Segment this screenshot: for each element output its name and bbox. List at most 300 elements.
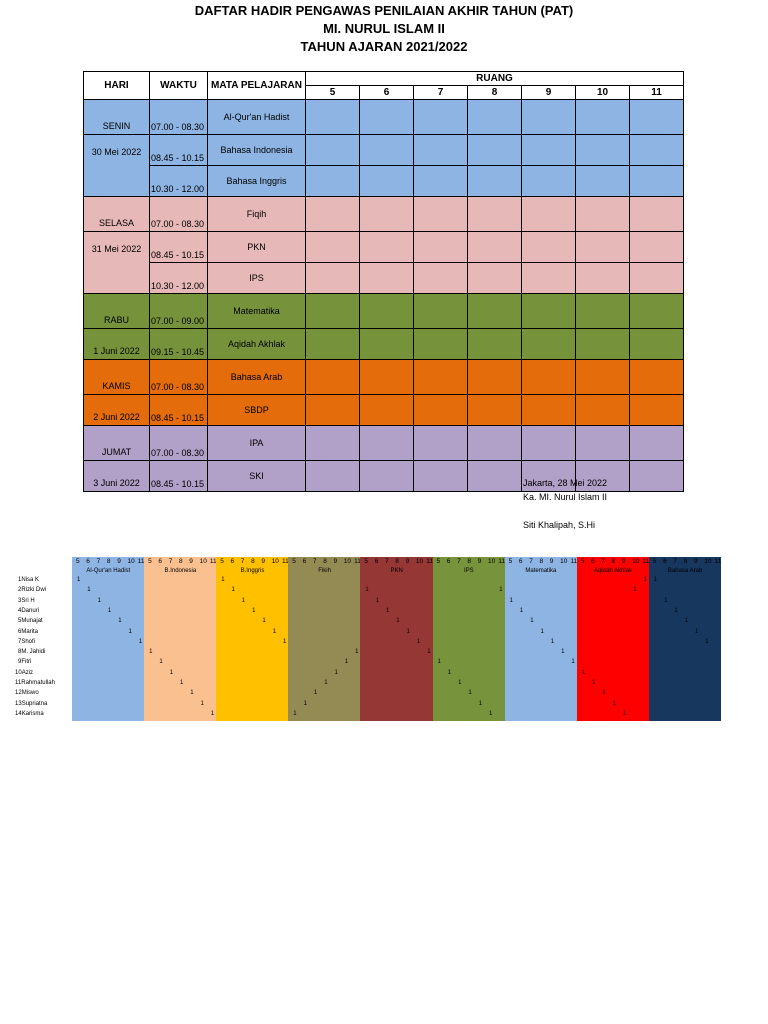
room-header-11: 11	[630, 86, 684, 100]
day-date: 2 Juni 2022	[84, 395, 150, 426]
room-number: 10	[488, 558, 496, 565]
room-5-cell[interactable]	[306, 395, 360, 426]
room-10-cell[interactable]	[576, 426, 630, 461]
subject-block	[577, 557, 650, 721]
room-number: 11	[570, 558, 578, 565]
supervisor-number: 8	[18, 649, 22, 656]
assignment-mark: 1	[664, 597, 668, 604]
assignment-mark: 1	[303, 700, 307, 707]
room-number: 10	[271, 558, 279, 565]
room-number: 7	[601, 558, 605, 565]
session-time: 07.00 - 08.30	[150, 100, 208, 135]
room-number: 10	[704, 558, 712, 565]
supervisor-number: 4	[18, 607, 22, 614]
room-number: 5	[292, 558, 296, 565]
session-subject: Aqidah Akhlak	[208, 329, 306, 360]
day-date: 30 Mei 2022	[84, 135, 150, 197]
signature-role: Ka. MI. Nurul Islam II	[523, 492, 608, 502]
room-9-cell[interactable]	[522, 166, 576, 197]
assignment-mark: 1	[427, 649, 431, 656]
document-title: DAFTAR HADIR PENGAWAS PENILAIAN AKHIR TAHUN (PAT)	[194, 3, 574, 18]
session-time: 08.45 - 10.15	[150, 232, 208, 263]
assignment-mark: 1	[519, 607, 524, 614]
room-number: 5	[148, 558, 152, 565]
room-9-cell[interactable]	[522, 329, 576, 360]
room-7-cell[interactable]	[414, 294, 468, 329]
supervisor-number: 5	[18, 618, 22, 625]
room-number: 7	[240, 558, 245, 565]
room-7-cell[interactable]	[414, 426, 468, 461]
room-number: 9	[117, 558, 121, 565]
schedule-row	[84, 263, 684, 294]
room-number: 5	[652, 558, 657, 565]
assignment-mark: 1	[581, 669, 586, 676]
room-header-5: 5	[306, 86, 360, 100]
room-header-10: 10	[576, 86, 630, 100]
assignment-mark: 1	[591, 680, 596, 686]
room-11-cell[interactable]	[630, 329, 684, 360]
supervisor-row	[18, 629, 38, 635]
room-10-cell[interactable]	[576, 329, 630, 360]
room-9-cell[interactable]	[522, 135, 576, 166]
subject-label: Aqidah Akhlak	[593, 568, 632, 574]
assignment-mark: 1	[406, 628, 410, 635]
room-5-cell[interactable]	[306, 263, 360, 294]
room-5-cell[interactable]	[306, 360, 360, 395]
room-header-7: 7	[414, 86, 468, 100]
room-6-cell[interactable]	[360, 329, 414, 360]
session-subject: Matematika	[208, 294, 306, 329]
room-number: 6	[446, 558, 451, 565]
session-subject: Fiqih	[208, 197, 306, 232]
room-10-cell[interactable]	[576, 263, 630, 294]
room-6-cell[interactable]	[360, 426, 414, 461]
supervisor-number: 7	[18, 638, 22, 645]
room-11-cell[interactable]	[630, 426, 684, 461]
room-number: 11	[642, 558, 650, 565]
schedule-row	[84, 360, 684, 395]
supervisor-name: Rahmatullah	[21, 680, 55, 686]
room-9-cell[interactable]	[522, 100, 576, 135]
room-11-cell[interactable]	[630, 294, 684, 329]
room-number: 11	[354, 558, 361, 565]
room-number: 8	[539, 558, 544, 565]
assignment-mark: 1	[509, 597, 513, 604]
room-8-cell[interactable]	[468, 232, 522, 263]
room-number: 10	[343, 558, 352, 565]
room-number: 6	[590, 558, 595, 565]
room-7-cell[interactable]	[414, 395, 468, 426]
session-time: 08.45 - 10.15	[150, 395, 208, 426]
assignment-mark: 1	[355, 649, 359, 656]
room-number: 6	[230, 558, 235, 565]
supervisor-row	[18, 618, 43, 624]
supervisor-name: M. Jahidi	[21, 649, 46, 656]
header-ruang: RUANG	[306, 72, 684, 86]
room-number: 8	[251, 558, 255, 565]
session-time: 08.45 - 10.15	[150, 461, 208, 492]
room-6-cell[interactable]	[360, 360, 414, 395]
supervisor-number: 11	[15, 680, 22, 686]
subject-label: Matematika	[525, 568, 557, 574]
room-5-cell[interactable]	[306, 294, 360, 329]
room-8-cell[interactable]	[468, 166, 522, 197]
assignment-mark: 1	[128, 628, 132, 635]
session-time: 07.00 - 08.30	[150, 426, 208, 461]
room-number: 9	[333, 558, 338, 565]
supervisor-name: Rizki Dwi	[21, 587, 47, 594]
room-11-cell[interactable]	[630, 360, 684, 395]
session-time: 07.00 - 08.30	[150, 197, 208, 232]
schedule-row	[84, 166, 684, 197]
room-number: 7	[168, 558, 173, 565]
assignment-mark: 1	[561, 649, 565, 656]
room-number: 11	[137, 558, 145, 565]
room-number: 11	[498, 558, 506, 565]
room-6-cell[interactable]	[360, 166, 414, 197]
supervisor-name: Supriatna	[21, 700, 48, 707]
assignment-mark: 1	[118, 618, 122, 625]
room-5-cell[interactable]	[306, 135, 360, 166]
room-number: 8	[611, 558, 616, 565]
assignment-mark: 1	[447, 669, 452, 676]
room-number: 11	[714, 558, 722, 565]
room-number: 9	[549, 558, 554, 565]
assignment-mark: 1	[282, 638, 287, 645]
academic-year: TAHUN AJARAN 2021/2022	[300, 39, 468, 54]
supervisor-name: Danuri	[21, 607, 40, 614]
supervisor-row	[18, 639, 35, 645]
room-number: 9	[405, 558, 410, 565]
room-7-cell[interactable]	[414, 329, 468, 360]
room-9-cell[interactable]	[522, 294, 576, 329]
supervisor-row	[18, 598, 35, 604]
supervisor-name: Karisma	[21, 710, 44, 717]
day-date: 3 Juni 2022	[84, 461, 150, 492]
supervisor-number: 1	[18, 577, 22, 583]
room-number: 8	[683, 558, 688, 565]
room-8-cell[interactable]	[468, 197, 522, 232]
assignment-mark: 1	[684, 618, 689, 625]
subject-block	[144, 557, 217, 721]
day-date: 1 Juni 2022	[84, 329, 150, 360]
subject-label: B.Inggris	[240, 568, 265, 574]
assignment-mark: 1	[437, 659, 441, 666]
room-7-cell[interactable]	[414, 360, 468, 395]
assignment-mark: 1	[416, 638, 421, 645]
schedule-row	[84, 426, 684, 461]
room-10-cell[interactable]	[576, 395, 630, 426]
supervisor-name: Nisa K	[21, 577, 40, 583]
room-number: 7	[384, 558, 389, 565]
room-5-cell[interactable]	[306, 166, 360, 197]
room-7-cell[interactable]	[414, 100, 468, 135]
subject-label: B.Indonesia	[164, 568, 197, 574]
room-number: 6	[374, 558, 379, 565]
supervisor-name: Munajat	[21, 618, 43, 625]
assignment-mark: 1	[159, 659, 163, 666]
room-9-cell[interactable]	[522, 426, 576, 461]
assignment-mark: 1	[210, 710, 215, 717]
room-number: 7	[457, 558, 461, 565]
day-name: RABU	[84, 294, 150, 329]
assignment-mark: 1	[633, 587, 637, 594]
room-6-cell[interactable]	[360, 461, 414, 492]
session-subject: SBDP	[208, 395, 306, 426]
supervisor-name: Fitri	[21, 659, 32, 666]
room-8-cell[interactable]	[468, 426, 522, 461]
assignment-mark: 1	[375, 597, 380, 604]
room-6-cell[interactable]	[360, 263, 414, 294]
session-subject: SKI	[208, 461, 306, 492]
subject-label: IPS	[463, 568, 474, 574]
assignment-mark: 1	[643, 577, 647, 583]
room-6-cell[interactable]	[360, 294, 414, 329]
room-8-cell[interactable]	[468, 294, 522, 329]
room-10-cell[interactable]	[576, 294, 630, 329]
assignment-mark: 1	[293, 710, 297, 717]
assignment-mark: 1	[530, 618, 534, 625]
assignment-mark: 1	[385, 607, 390, 614]
room-number: 9	[693, 558, 698, 565]
room-5-cell[interactable]	[306, 426, 360, 461]
assignment-mark: 1	[540, 628, 544, 635]
room-10-cell[interactable]	[576, 100, 630, 135]
room-6-cell[interactable]	[360, 232, 414, 263]
assignment-mark: 1	[313, 690, 318, 697]
room-5-cell[interactable]	[306, 197, 360, 232]
room-11-cell[interactable]	[630, 263, 684, 294]
subject-label: Fikih	[318, 568, 331, 574]
schedule-table	[83, 71, 684, 492]
room-8-cell[interactable]	[468, 360, 522, 395]
session-subject: Bahasa Indonesia	[208, 135, 306, 166]
assignment-mark: 1	[241, 597, 246, 604]
assignment-mark: 1	[396, 618, 400, 625]
room-11-cell[interactable]	[630, 461, 684, 492]
room-7-cell[interactable]	[414, 135, 468, 166]
supervisor-number: 2	[18, 587, 22, 594]
room-7-cell[interactable]	[414, 232, 468, 263]
assignment-mark: 1	[77, 577, 81, 583]
room-9-cell[interactable]	[522, 232, 576, 263]
assignment-mark: 1	[334, 669, 338, 676]
assignment-mark: 1	[571, 659, 575, 666]
room-7-cell[interactable]	[414, 166, 468, 197]
assignment-mark: 1	[200, 700, 204, 707]
schedule-row	[84, 100, 684, 135]
assignment-mark: 1	[324, 680, 328, 686]
schedule-row	[84, 232, 684, 263]
signature-name: Siti Khalipah, S.Hi	[523, 520, 596, 530]
room-number: 6	[302, 558, 307, 565]
assignment-mark: 1	[344, 659, 349, 666]
schedule-row	[84, 329, 684, 360]
room-7-cell[interactable]	[414, 197, 468, 232]
supervisor-row	[15, 670, 33, 676]
session-subject: IPA	[208, 426, 306, 461]
room-8-cell[interactable]	[468, 100, 522, 135]
room-number: 10	[127, 558, 135, 565]
supervisor-number: 9	[18, 659, 22, 666]
day-date: 31 Mei 2022	[84, 232, 150, 294]
room-header-9: 9	[522, 86, 576, 100]
assignment-mark: 1	[550, 638, 555, 645]
room-number: 8	[395, 558, 399, 565]
subject-block	[649, 557, 722, 721]
room-9-cell[interactable]	[522, 197, 576, 232]
room-5-cell[interactable]	[306, 232, 360, 263]
room-5-cell[interactable]	[306, 329, 360, 360]
room-number: 7	[312, 558, 317, 565]
assignment-mark: 1	[87, 587, 91, 594]
room-number: 10	[415, 558, 424, 565]
room-number: 8	[106, 558, 111, 565]
room-10-cell[interactable]	[576, 135, 630, 166]
assignment-mark: 1	[602, 690, 606, 697]
assignment-mark: 1	[149, 649, 153, 656]
assignment-mark: 1	[468, 690, 472, 697]
room-5-cell[interactable]	[306, 461, 360, 492]
schedule-row	[84, 135, 684, 166]
room-number: 9	[477, 558, 482, 565]
supervisor-row	[15, 680, 55, 686]
assignment-mark: 1	[705, 638, 709, 645]
supervisor-row	[15, 701, 47, 707]
room-6-cell[interactable]	[360, 395, 414, 426]
session-subject: Al-Qur'an Hadist	[208, 100, 306, 135]
header-hari: HARI	[84, 72, 150, 100]
assignment-mark: 1	[365, 587, 369, 594]
room-number: 8	[178, 558, 183, 565]
school-name: MI. NURUL ISLAM II	[323, 21, 445, 36]
subject-block	[360, 557, 433, 721]
room-8-cell[interactable]	[468, 329, 522, 360]
session-time: 07.00 - 09.00	[150, 294, 208, 329]
room-number: 6	[86, 558, 90, 565]
room-number: 11	[209, 558, 217, 565]
room-8-cell[interactable]	[468, 461, 522, 492]
room-number: 11	[426, 558, 433, 565]
room-number: 9	[621, 558, 626, 565]
supervisor-number: 3	[18, 597, 22, 604]
subject-block	[216, 557, 289, 721]
room-number: 5	[220, 558, 224, 565]
day-name: KAMIS	[84, 360, 150, 395]
session-subject: Bahasa Inggris	[208, 166, 306, 197]
room-number: 8	[467, 558, 472, 565]
room-number: 7	[96, 558, 101, 565]
room-11-cell[interactable]	[630, 395, 684, 426]
room-number: 10	[560, 558, 568, 565]
assignment-mark: 1	[231, 587, 235, 594]
supervisor-row	[15, 711, 44, 717]
assignment-mark: 1	[612, 700, 616, 707]
day-name: SENIN	[84, 100, 150, 135]
subject-block	[433, 557, 506, 721]
assignment-mark: 1	[97, 597, 101, 604]
room-7-cell[interactable]	[414, 263, 468, 294]
room-10-cell[interactable]	[576, 197, 630, 232]
subject-block	[505, 557, 578, 721]
room-10-cell[interactable]	[576, 360, 630, 395]
room-number: 6	[663, 558, 667, 565]
assignment-mark: 1	[489, 710, 493, 717]
room-number: 6	[518, 558, 523, 565]
room-8-cell[interactable]	[468, 135, 522, 166]
supervisor-name: Sri H	[21, 597, 35, 604]
supervisor-name: Aziz	[21, 669, 34, 676]
supervisor-row	[18, 587, 46, 593]
schedule-row	[84, 294, 684, 329]
room-5-cell[interactable]	[306, 100, 360, 135]
room-number: 6	[158, 558, 163, 565]
assignment-mark: 1	[499, 587, 503, 594]
room-number: 5	[76, 558, 80, 565]
assignment-mark: 1	[179, 680, 184, 686]
assignment-mark: 1	[221, 577, 225, 583]
session-time: 09.15 - 10.45	[150, 329, 208, 360]
session-subject: PKN	[208, 232, 306, 263]
room-8-cell[interactable]	[468, 263, 522, 294]
room-10-cell[interactable]	[576, 232, 630, 263]
room-header-6: 6	[360, 86, 414, 100]
subject-label: Bahasa Arab	[667, 568, 703, 574]
assignment-mark: 1	[138, 638, 143, 645]
room-9-cell[interactable]	[522, 360, 576, 395]
room-number: 5	[436, 558, 441, 565]
header-waktu: WAKTU	[150, 72, 208, 100]
assignment-matrix	[72, 557, 721, 721]
room-6-cell[interactable]	[360, 135, 414, 166]
assignment-mark: 1	[674, 607, 678, 614]
supervisor-name: Marita	[21, 628, 39, 635]
subject-block	[288, 557, 361, 721]
session-time: 10.30 - 12.00	[150, 263, 208, 294]
room-6-cell[interactable]	[360, 100, 414, 135]
session-time: 08.45 - 10.15	[150, 135, 208, 166]
session-subject: IPS	[208, 263, 306, 294]
room-number: 11	[281, 558, 289, 565]
day-name: JUMAT	[84, 426, 150, 461]
room-11-cell[interactable]	[630, 232, 684, 263]
header-mata-pelajaran: MATA PELAJARAN	[208, 72, 306, 100]
subject-label: PKN	[390, 568, 403, 574]
room-9-cell[interactable]	[522, 263, 576, 294]
subject-block	[72, 557, 145, 721]
subject-label: Al-Qur'an Hadist	[86, 568, 131, 574]
supervisor-row	[18, 577, 39, 583]
supervisor-name: Shofi	[21, 638, 36, 645]
room-10-cell[interactable]	[576, 166, 630, 197]
supervisor-row	[18, 608, 39, 614]
room-number: 8	[323, 558, 327, 565]
room-8-cell[interactable]	[468, 395, 522, 426]
day-name: SELASA	[84, 197, 150, 232]
assignment-mark: 1	[694, 628, 699, 635]
supervisor-number: 10	[15, 669, 22, 676]
room-11-cell[interactable]	[630, 166, 684, 197]
room-11-cell[interactable]	[630, 135, 684, 166]
assignment-mark: 1	[107, 607, 112, 614]
supervisor-number: 6	[18, 628, 22, 635]
room-6-cell[interactable]	[360, 197, 414, 232]
room-9-cell[interactable]	[522, 395, 576, 426]
room-11-cell[interactable]	[630, 100, 684, 135]
room-7-cell[interactable]	[414, 461, 468, 492]
room-11-cell[interactable]	[630, 197, 684, 232]
room-number: 7	[673, 558, 678, 565]
